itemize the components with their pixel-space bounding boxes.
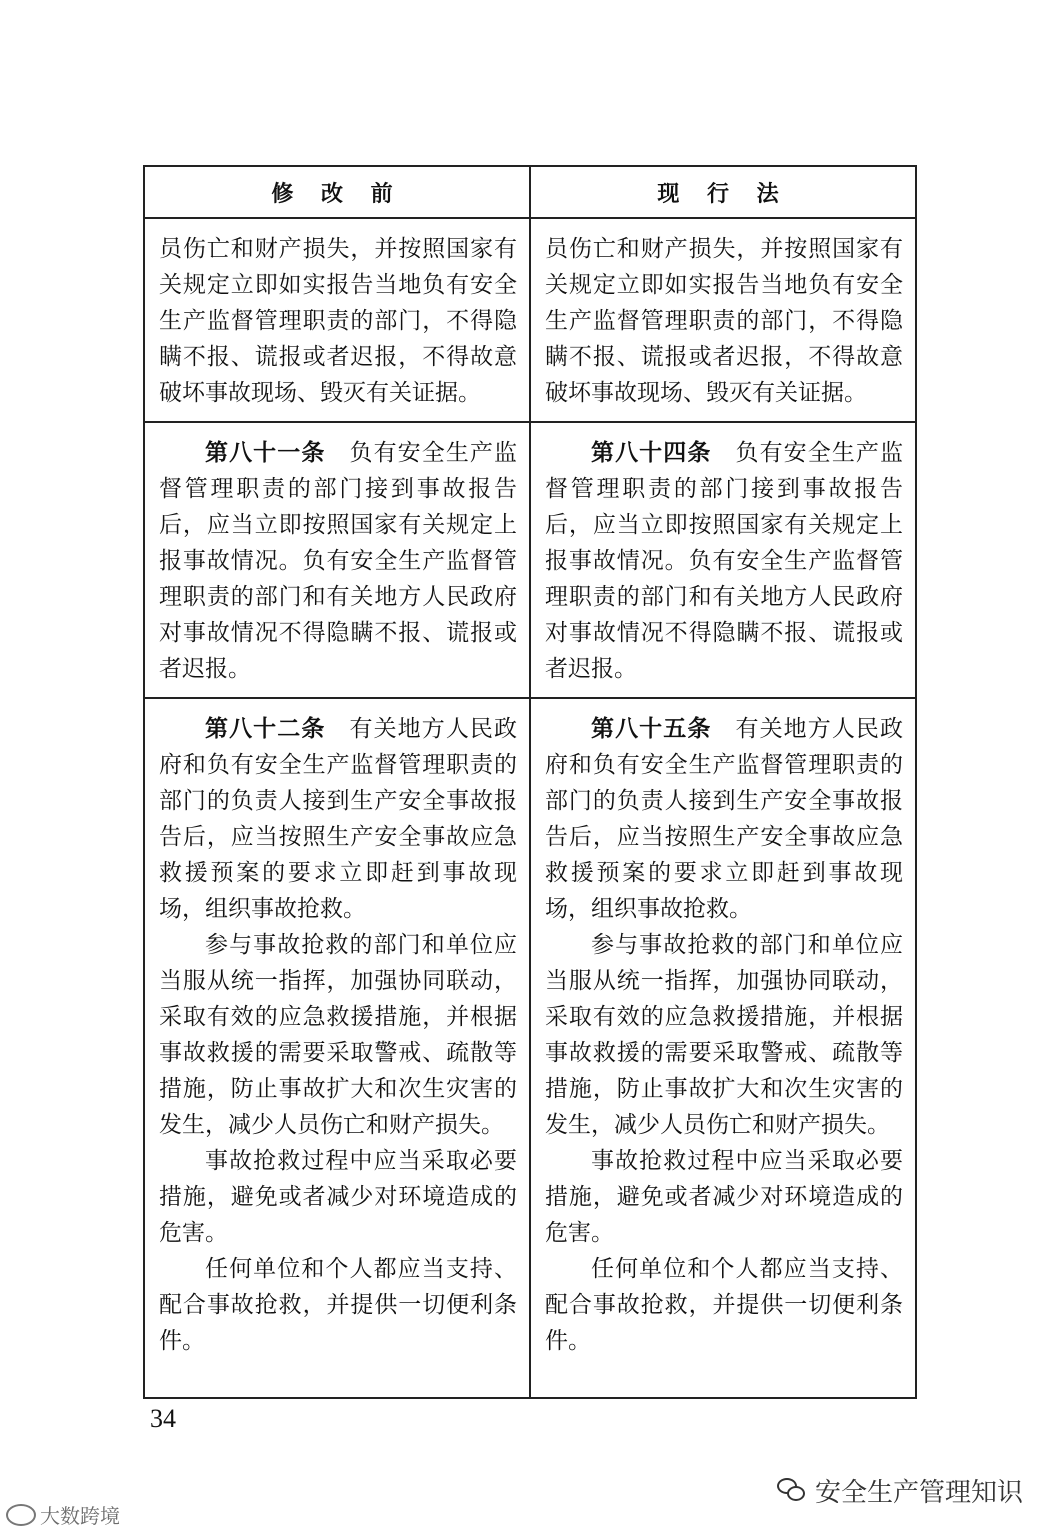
wechat-icon (777, 1478, 807, 1504)
paragraph (545, 927, 903, 1143)
table-row (144, 422, 916, 698)
paragraph-text: 员伤亡和财产损失，并按照国家有关规定立即如实报告当地负有安全生产监督管理职责的部门，不得隐瞒不报、谎报或者迟报，不得故意破坏事故现场、毁灭有关证据。 (545, 236, 903, 406)
article-number: 第八十一条 (205, 440, 326, 466)
paragraph-text: 有关地方人民政府和负有安全生产监督管理职责的部门的负责人接到生产安全事故报告后，应当按照生产安全事故应急救援预案的要求立即赶到事故现场，组织事故抢救。 (545, 716, 904, 922)
paragraph (545, 1143, 903, 1251)
cell-before (144, 422, 530, 698)
paragraph-text: 任何单位和个人都应当支持、配合事故抢救，并提供一切便利条件。 (545, 1256, 903, 1354)
paragraph (159, 711, 517, 927)
cell-before (144, 218, 530, 422)
cell-current (530, 218, 916, 422)
paragraph-text: 事故抢救过程中应当采取必要措施，避免或者减少对环境造成的危害。 (159, 1148, 517, 1246)
paragraph (545, 435, 903, 687)
paragraph-text: 任何单位和个人都应当支持、配合事故抢救，并提供一切便利条件。 (159, 1256, 517, 1354)
watermark-right (777, 1472, 1023, 1509)
header-current-law: 现 行 法 (530, 166, 916, 218)
paragraph-text: 员伤亡和财产损失，并按照国家有关规定立即如实报告当地负有安全生产监督管理职责的部门，不得隐瞒不报、谎报或者迟报，不得故意破坏事故现场、毁灭有关证据。 (159, 236, 517, 406)
comparison-table (143, 165, 917, 1399)
paragraph (159, 1143, 517, 1251)
paragraph (545, 231, 903, 411)
paragraph (545, 711, 903, 927)
cell-before (144, 698, 530, 1398)
paragraph (159, 1251, 517, 1359)
article-number: 第八十四条 (591, 440, 712, 466)
article-number: 第八十二条 (205, 716, 326, 742)
paragraph (545, 1251, 903, 1359)
table-row (144, 698, 916, 1398)
paragraph-text: 有关地方人民政府和负有安全生产监督管理职责的部门的负责人接到生产安全事故报告后，应当按照生产安全事故应急救援预案的要求立即赶到事故现场，组织事故抢救。 (159, 716, 518, 922)
paragraph-text: 负有安全生产监督管理职责的部门接到事故报告后，应当立即按照国家有关规定上报事故情况。负有安全生产监督管理职责的部门和有关地方人民政府对事故情况不得隐瞒不报、谎报或者迟报。 (159, 440, 518, 682)
table-row (144, 218, 916, 422)
watermark-right-text: 安全生产管理知识 (814, 1478, 1023, 1508)
article-number: 第八十五条 (591, 716, 712, 742)
paragraph-text: 负有安全生产监督管理职责的部门接到事故报告后，应当立即按照国家有关规定上报事故情况。负有安全生产监督管理职责的部门和有关地方人民政府对事故情况不得隐瞒不报、谎报或者迟报。 (545, 440, 904, 682)
paragraph-text: 事故抢救过程中应当采取必要措施，避免或者减少对环境造成的危害。 (545, 1148, 903, 1246)
watermark-left (6, 1500, 120, 1529)
paragraph (159, 927, 517, 1143)
table-header-row (144, 166, 916, 218)
page-number: 34 (150, 1404, 176, 1433)
watermark-left-text: 大数跨境 (40, 1504, 120, 1528)
cell-current (530, 422, 916, 698)
paragraph (159, 435, 517, 687)
cell-current (530, 698, 916, 1398)
paragraph-text: 参与事故抢救的部门和单位应当服从统一指挥，加强协同联动，采取有效的应急救援措施，并根据事故救援的需要采取警戒、疏散等措施，防止事故扩大和次生灾害的发生，减少人员伤亡和财产损失。 (545, 932, 903, 1138)
paragraph (159, 231, 517, 411)
brand-logo-icon (6, 1504, 36, 1526)
paragraph-text: 参与事故抢救的部门和单位应当服从统一指挥，加强协同联动，采取有效的应急救援措施，并根据事故救援的需要采取警戒、疏散等措施，防止事故扩大和次生灾害的发生，减少人员伤亡和财产损失。 (159, 932, 517, 1138)
header-before-revision: 修 改 前 (144, 166, 530, 218)
